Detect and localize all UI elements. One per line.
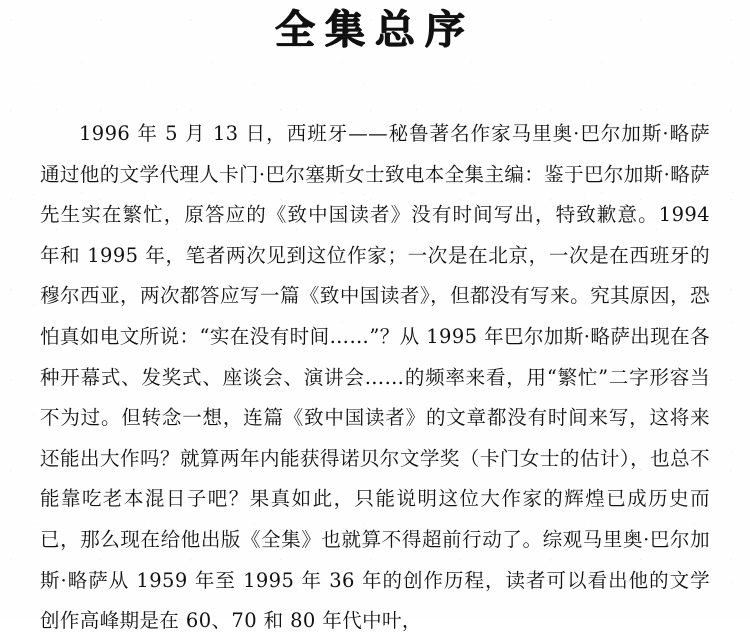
page-title: 全集总序 <box>275 6 475 53</box>
body-block <box>0 58 750 642</box>
paragraph: 1996 年 5 月 13 日，西班牙——秘鲁著名作家马里奥·巴尔加斯·略萨通过他的文学代理人卡门·巴尔塞斯女士致电本全集主编：鉴于巴尔加斯·略萨先生实在繁忙，原答应的《致中国读者》没有时间写出，特致歉意。1994 年和 1995 年，笔者两次见到这位作家；一次是在北京，一次是在西班牙的穆尔西亚，两次都答应写一篇《致中国读者》，但都没有写来。究其原因，恐怕真如电文所说：“实在没有时间……”？从 1995 年巴尔加斯·略萨出现在各种开幕式、发奖式、座谈会、演讲会……的频率来看，用“繁忙”二字形容当不为过。但转念一想，连篇《致中国读者》的文章都没有时间来写，这将来还能出大作吗？就算两年内能获得诺贝尔文学奖（卡门女士的估计），也总不能靠吃老本混日子吧？果真如此，只能说明这位大作家的辉煌已成历史而已，那么现在给他出版《全集》也就算不得超前行动了。综观马里奥·巴尔加斯·略萨从 1959 年至 1995 年 36 年的创作历程，读者可以看出他的文学创作高峰期是在 60、70 和 80 年代中叶， <box>40 122 710 633</box>
